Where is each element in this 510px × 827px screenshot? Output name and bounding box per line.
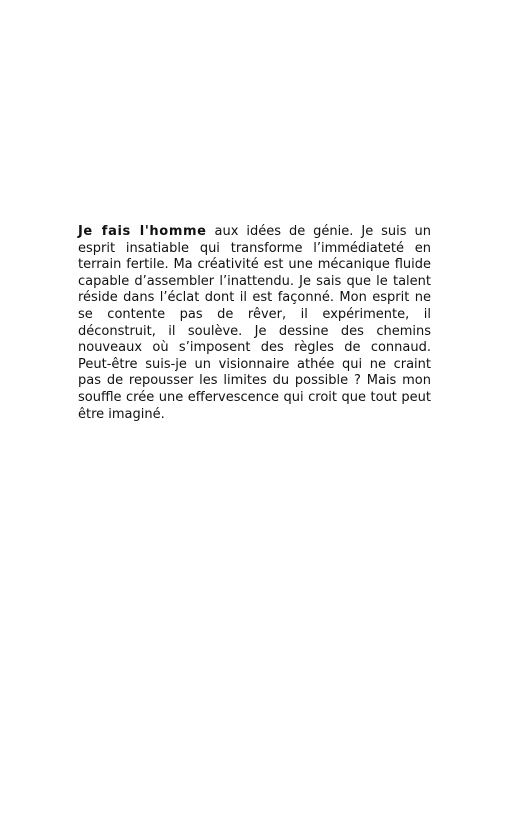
body-paragraph: [78, 224, 431, 423]
paragraph-lead: Je fais l'homme: [78, 224, 207, 239]
paragraph-body: aux idées de génie. Je suis un esprit insatiable qui transforme l’immédiateté en terrain fertile. Ma créativité est une mécanique fluide capable d’assembler l’inattendu. Je sais que le talent réside dans l’éclat dont il est façonné. Mon esprit ne se contente pas de rêver, il expérimente, il déconstruit, il soulève. Je dessine des chemins nouveaux où s’imposent des règles de connaud. Peut-être suis-je un visionnaire athée qui ne craint pas de repousser les limites du possible ? Mais mon souffle crée une effervescence qui croit que tout peut être imaginé.: [78, 224, 431, 422]
